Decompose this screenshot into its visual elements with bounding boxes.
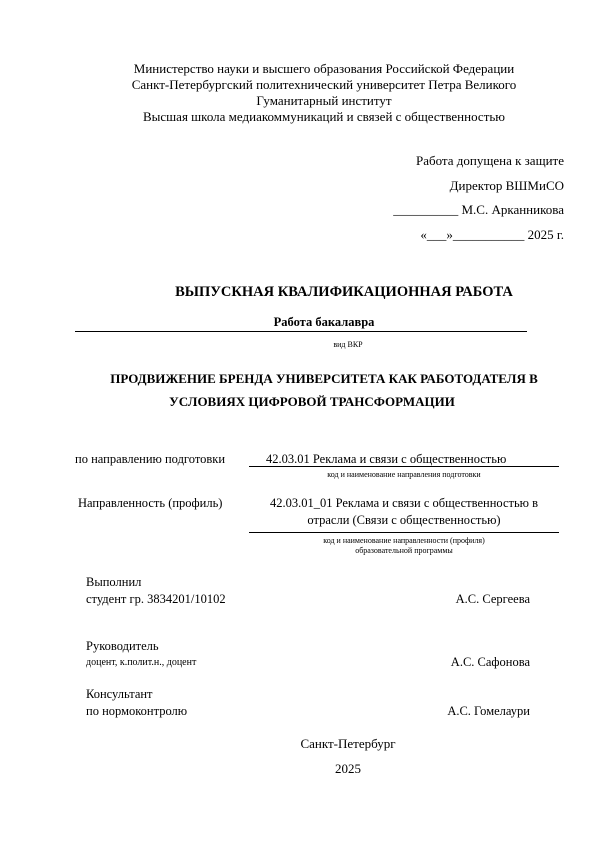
director-title: Директор ВШМиСО [449,178,564,193]
university-line: Санкт-Петербургский политехнический университет Петра Великого [131,77,517,92]
profile-value-line-1: 42.03.01_01 Реклама и связи с общественностью в [269,496,539,510]
profile-caption-line-1: код и наименование направленности (профиля) [323,536,485,545]
topic-line-1: ПРОДВИЖЕНИЕ БРЕНДА УНИВЕРСИТЕТА КАК РАБОТОДАТЕЛЯ В [110,371,538,386]
institute-line: Гуманитарный институт [256,93,392,108]
footer-year: 2025 [335,761,361,776]
ministry-line: Министерство науки и высшего образования Российской Федерации [133,61,515,76]
direction-label: по направлению подготовки [75,452,226,466]
direction-underline [249,466,559,467]
direction-caption: код и наименование направления подготовки [327,470,481,479]
profile-underline [249,532,559,533]
consultant-name: А.С. Гомелаури [447,704,530,718]
admitted-text: Работа допущена к защите [415,153,564,168]
profile-label: Направленность (профиль) [78,496,223,510]
work-type-title: ВЫПУСКНАЯ КВАЛИФИКАЦИОННАЯ РАБОТА [175,284,513,300]
consultant-label: Консультант [86,687,153,701]
performer-label: Выполнил [86,575,142,589]
profile-value-line-2: отрасли (Связи с общественностью) [307,513,501,527]
performer-name: А.С. Сергеева [455,592,530,606]
consultant-role: по нормоконтролю [86,704,188,718]
director-signature: __________ М.С. Арканникова [393,202,564,217]
work-kind-caption: вид ВКР [333,340,363,349]
work-kind-underline [75,331,527,332]
direction-value: 42.03.01 Реклама и связи с общественностью [266,452,507,466]
supervisor-role: доцент, к.полит.н., доцент [86,657,197,668]
work-kind: Работа бакалавра [273,315,375,329]
supervisor-label: Руководитель [86,639,159,653]
footer-city: Санкт-Петербург [300,736,396,751]
school-line: Высшая школа медиакоммуникаций и связей с общественностью [142,109,506,124]
approval-date: «___»___________ 2025 г. [420,227,564,242]
supervisor-name: А.С. Сафонова [450,655,530,669]
profile-caption-line-2: образовательной программы [355,546,453,555]
topic-line-2: УСЛОВИЯХ ЦИФРОВОЙ ТРАНСФОРМАЦИИ [169,394,455,409]
performer-role: студент гр. 3834201/10102 [86,592,226,606]
